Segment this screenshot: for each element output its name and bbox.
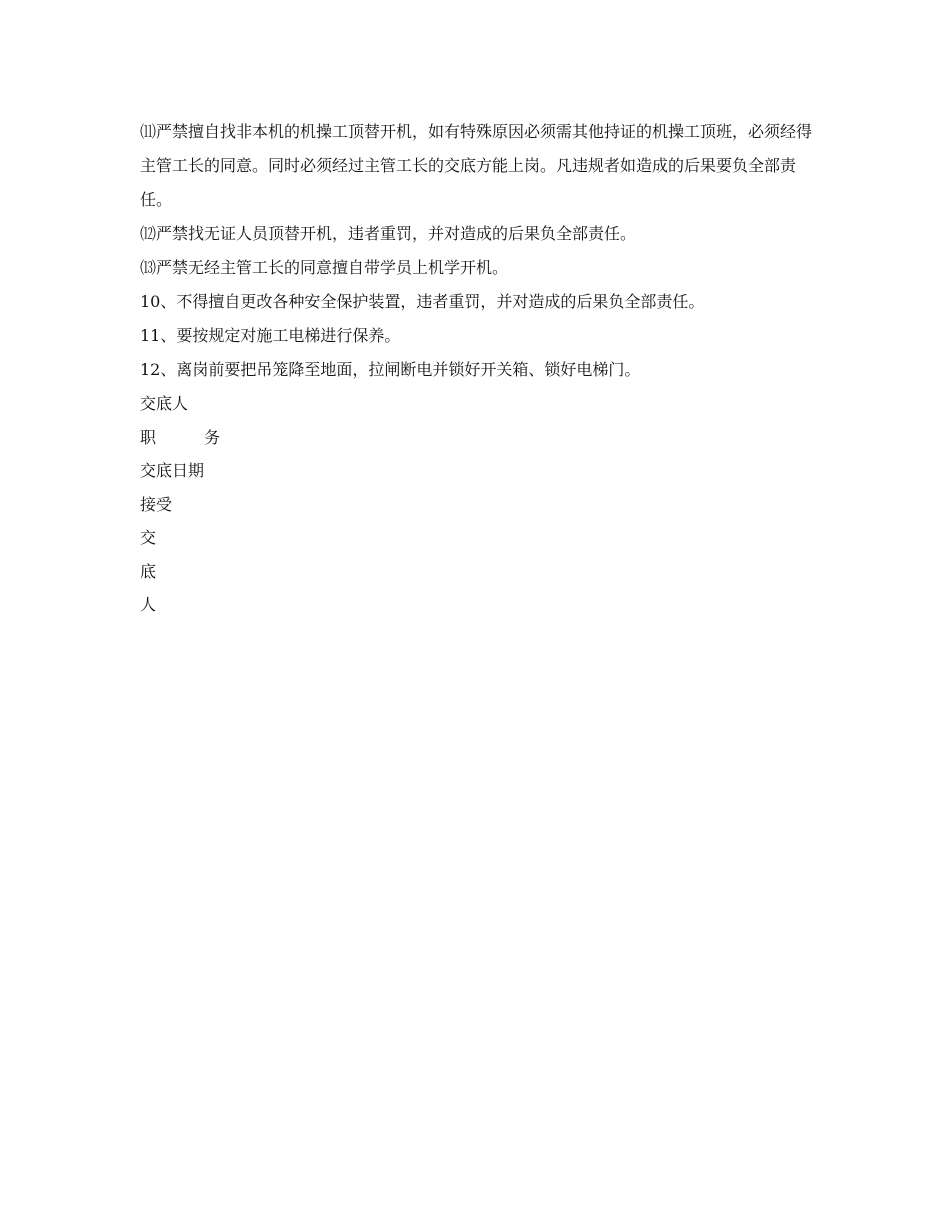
paragraph-item-13: ⒀严禁无经主管工长的同意擅自带学员上机学开机。 bbox=[140, 258, 509, 277]
receiver-label-line-4: 人 bbox=[140, 595, 157, 614]
date-label: 交底日期 bbox=[140, 461, 205, 480]
receiver-label-line-2: 交 bbox=[140, 528, 157, 547]
position-label: 职 务 bbox=[140, 427, 221, 447]
receiver-label-line-1: 接受 bbox=[140, 494, 173, 514]
presenter-label: 交底人 bbox=[140, 394, 189, 413]
receiver-label-line-3: 底 bbox=[140, 561, 157, 581]
paragraph-item-maintenance: 11、要按规定对施工电梯进行保养。 bbox=[140, 326, 401, 345]
paragraph-item-11: ⑾严禁擅自找非本机的机操工顶替开机，如有特殊原因必须需其他持证的机操工顶班，必须经得主管工长的同意。同时必须经过主管工长的交底方能上岗。凡违规者如造成的后果要负全部责任。 bbox=[140, 122, 813, 209]
document-body bbox=[140, 115, 820, 622]
paragraph-item-leave-post: 12、离岗前要把吊笼降至地面，拉闸断电并锁好开关箱、锁好电梯门。 bbox=[140, 360, 641, 379]
paragraph-item-10: 10、不得擅自更改各种安全保护装置，违者重罚，并对造成的后果负全部责任。 bbox=[140, 292, 705, 311]
paragraph-item-12: ⑿严禁找无证人员顶替开机，违者重罚，并对造成的后果负全部责任。 bbox=[140, 224, 637, 243]
